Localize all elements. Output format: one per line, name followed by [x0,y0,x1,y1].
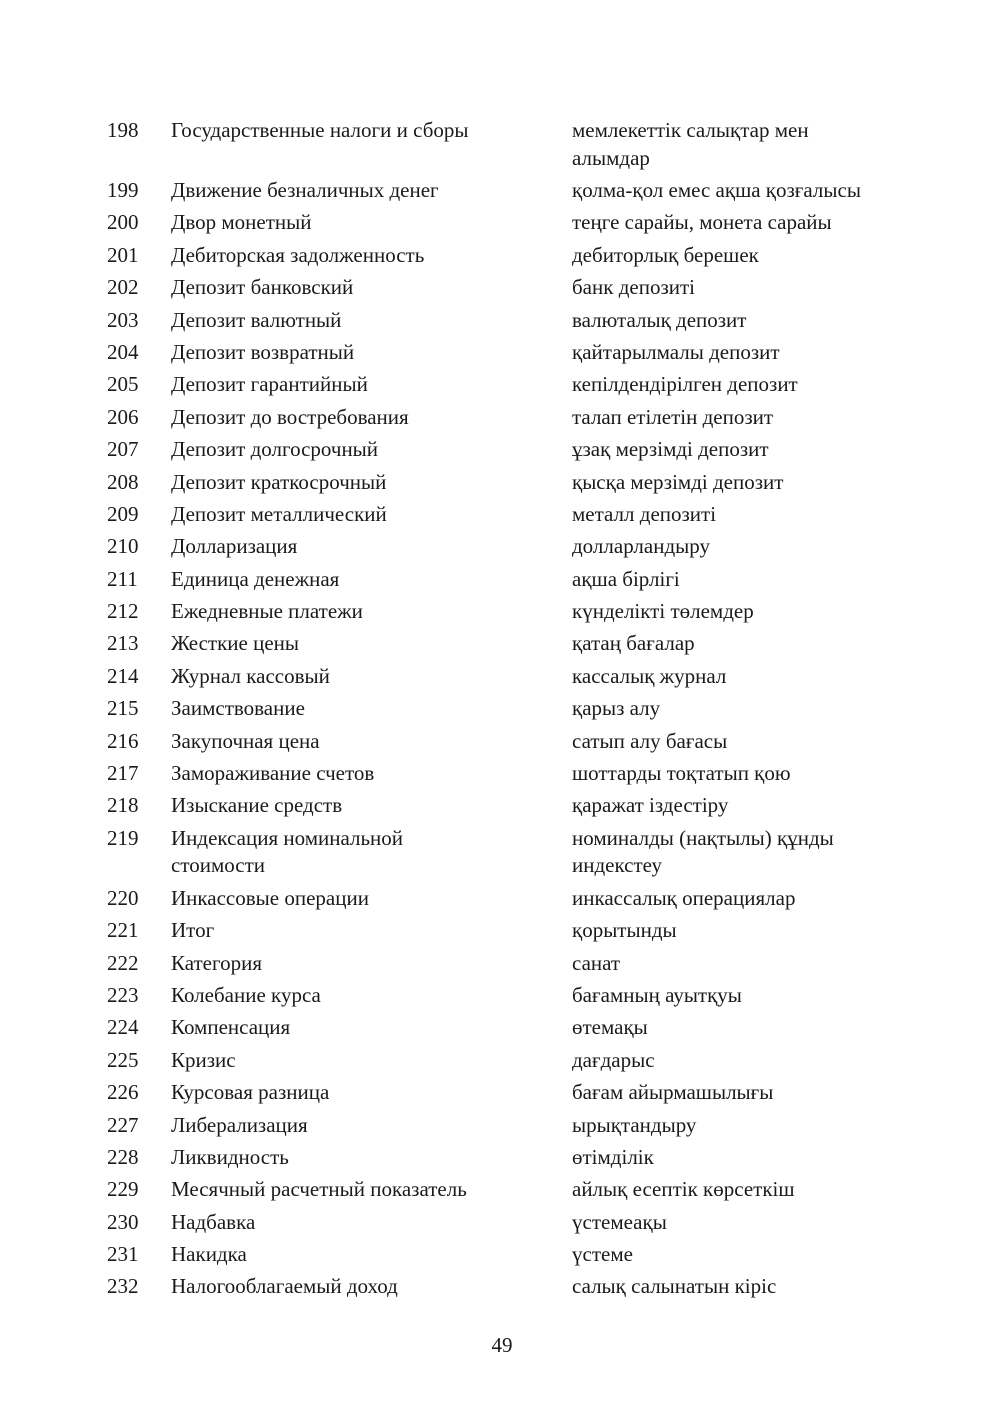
entry-term-kazakh: валюталық депозит [572,307,747,332]
glossary-entry [107,1112,907,1140]
entry-term-russian: Колебание курса [171,982,321,1007]
entry-number: 204 [107,339,139,364]
glossary-entry [107,728,907,756]
entry-term-russian: Замораживание счетов [171,761,375,786]
glossary-entry [107,533,907,561]
glossary-entry [107,792,907,820]
glossary-entry [107,598,907,626]
entry-term-russian: Депозит краткосрочный [171,469,387,494]
entry-term-kazakh: банк депозиті [572,275,695,300]
entry-number: 215 [107,696,139,721]
entry-number: 203 [107,307,139,332]
glossary-entry [107,1176,907,1204]
glossary-entry [107,404,907,432]
entry-number: 211 [107,566,138,591]
glossary-entry [107,371,907,399]
entry-term-russian: Дебиторская задолженность [171,242,425,267]
entry-number: 216 [107,728,139,753]
entry-term-russian: Движение безналичных денег [171,177,439,202]
entry-term-russian: Инкассовые операции [171,885,369,910]
entry-term-russian: Налогооблагаемый доход [171,1274,398,1299]
glossary-entry [107,1014,907,1042]
glossary-entry [107,501,907,529]
entry-number: 223 [107,982,139,1007]
entry-term-kazakh: ақша бірлігі [572,566,680,591]
entry-term-kazakh: ұзақ мерзімді депозит [572,437,769,462]
glossary-entry [107,917,907,945]
entry-term-russian: Заимствование [171,696,305,721]
entry-number: 212 [107,599,139,624]
entry-term-kazakh: бағамның ауытқуы [572,982,742,1007]
entry-term-kazakh: үстемеақы [572,1209,667,1234]
entry-term-kazakh: кепілдендірілген депозит [572,372,798,397]
entry-term-kazakh-text: мемлекеттік салықтар мен алымдар [572,118,809,170]
glossary-entry [107,663,907,691]
glossary-entry [107,242,907,270]
glossary-entry [107,1079,907,1107]
entry-term-kazakh: сатып алу бағасы [572,728,728,753]
entry-number: 221 [107,918,139,943]
entry-term-russian: Итог [171,918,215,943]
entry-term-kazakh: күнделікті төлемдер [572,599,754,624]
glossary-entry [107,1241,907,1269]
entry-term-russian: Журнал кассовый [171,663,330,688]
entry-term-russian: Депозит гарантийный [171,372,368,397]
entry-number: 198 [107,118,139,142]
entry-term-russian: Двор монетный [171,210,312,235]
entry-term-russian: Депозит валютный [171,307,342,332]
entry-term-kazakh: талап етілетін депозит [572,404,774,429]
entry-number: 231 [107,1242,139,1267]
glossary-entry [107,339,907,367]
entry-term-russian: Надбавка [171,1209,256,1234]
entry-term-kazakh: инкассалық операциялар [572,885,796,910]
entry-number: 206 [107,404,139,429]
glossary-entry [107,695,907,723]
entry-term-kazakh: өтемақы [572,1015,648,1040]
entry-term-kazakh: қаражат іздестіру [572,793,729,818]
glossary-entry [107,209,907,237]
entry-term-russian: Категория [171,950,262,975]
entry-number: 207 [107,437,139,462]
entry-term-russian: Депозит металлический [171,501,387,526]
glossary-entry [107,825,907,880]
entry-term-russian: Компенсация [171,1015,291,1040]
entry-term-kazakh: долларландыру [572,534,710,559]
glossary-entry [107,469,907,497]
entry-term-kazakh: қорытынды [572,918,677,943]
entry-term-kazakh: қысқа мерзімді депозит [572,469,784,494]
glossary-entry [107,436,907,464]
entry-number: 226 [107,1080,139,1105]
entry-number: 199 [107,177,139,202]
entry-term-kazakh: шоттарды тоқтатып қою [572,761,791,786]
entry-term-russian: Долларизация [171,534,298,559]
entry-term-russian: Курсовая разница [171,1080,330,1105]
entry-term-kazakh: қайтарылмалы депозит [572,339,780,364]
entry-term-kazakh: номиналды (нақтылы) құнды индекстеу [572,825,834,878]
entry-term-kazakh: салық салынатын кіріс [572,1274,777,1299]
glossary-entry [107,950,907,978]
glossary-entry [107,274,907,302]
glossary-entry [107,982,907,1010]
entry-term-kazakh: үстеме [572,1242,633,1267]
entry-number: 208 [107,469,139,494]
entry-term-russian: Ежедневные платежи [171,599,363,624]
glossary-entry [107,760,907,788]
entry-number: 232 [107,1274,139,1299]
entry-term-kazakh: ырықтандыру [572,1112,697,1137]
entry-term-kazakh: өтімділік [572,1144,654,1169]
entry-term-russian: Либерализация [171,1112,308,1137]
entry-number: 225 [107,1047,139,1072]
glossary-entry [107,177,907,205]
glossary-entry [107,307,907,335]
entry-term-russian: Накидка [171,1242,247,1267]
glossary-entry [107,630,907,658]
entry-term-russian: Депозит возвратный [171,339,355,364]
entry-term-russian: Жесткие цены [171,631,300,656]
entry-number: 210 [107,534,139,559]
entry-number: 202 [107,275,139,300]
entry-number: 205 [107,372,139,397]
entry-term-kazakh: металл депозиті [572,501,717,526]
entry-term-russian: Месячный расчетный показатель [171,1177,467,1202]
entry-number: 224 [107,1015,139,1040]
entry-term-russian: Кризис [171,1047,236,1072]
entry-term-russian: Ликвидность [171,1144,289,1169]
entry-number: 214 [107,663,139,688]
entry-term-russian: Депозит долгосрочный [171,437,379,462]
glossary-entry [107,117,907,172]
entry-number: 209 [107,501,139,526]
entry-term-kazakh: қарыз алу [572,696,661,721]
entry-term-russian: Государственные налоги и сборы [171,118,469,142]
glossary-entry [107,885,907,913]
entry-term-kazakh: кассалық журнал [572,663,727,688]
entry-number: 229 [107,1177,139,1202]
glossary-entry [107,1273,907,1301]
entry-number: 218 [107,793,139,818]
entry-term-russian: Депозит до востребования [171,404,409,429]
entry-number: 200 [107,210,139,235]
entry-number: 213 [107,631,139,656]
entry-term-kazakh: қатаң бағалар [572,631,695,656]
entry-term-kazakh: теңге сарайы, монета сарайы [572,210,832,235]
entry-number: 220 [107,885,139,910]
glossary-entry [107,1144,907,1172]
page-number: 49 [491,1333,513,1357]
entry-term-russian: Индексация номинальной стоимости [171,825,404,878]
entry-number: 227 [107,1112,139,1137]
entry-term-russian: Депозит банковский [171,275,354,300]
entry-term-kazakh: қолма-қол емес ақша қозғалысы [572,177,861,202]
glossary-list [107,117,907,1306]
glossary-entry [107,1209,907,1237]
entry-number: 230 [107,1209,139,1234]
entry-term-kazakh: айлық есептік көрсеткіш [572,1177,795,1202]
entry-term-kazakh: бағам айырмашылығы [572,1080,774,1105]
entry-term-kazakh: дағдарыс [572,1047,655,1072]
entry-term-kazakh: санат [572,950,621,975]
glossary-entry [107,566,907,594]
entry-term-russian: Единица денежная [171,566,340,591]
glossary-entry [107,1047,907,1075]
entry-number: 222 [107,950,139,975]
entry-number: 228 [107,1144,139,1169]
entry-term-russian: Закупочная цена [171,728,320,753]
entry-term-kazakh: дебиторлық берешек [572,242,759,267]
entry-number: 201 [107,242,139,267]
entry-term-kazakh [572,117,872,172]
entry-number: 219 [107,825,139,850]
entry-number: 217 [107,761,139,786]
entry-term-russian: Изыскание средств [171,793,343,818]
